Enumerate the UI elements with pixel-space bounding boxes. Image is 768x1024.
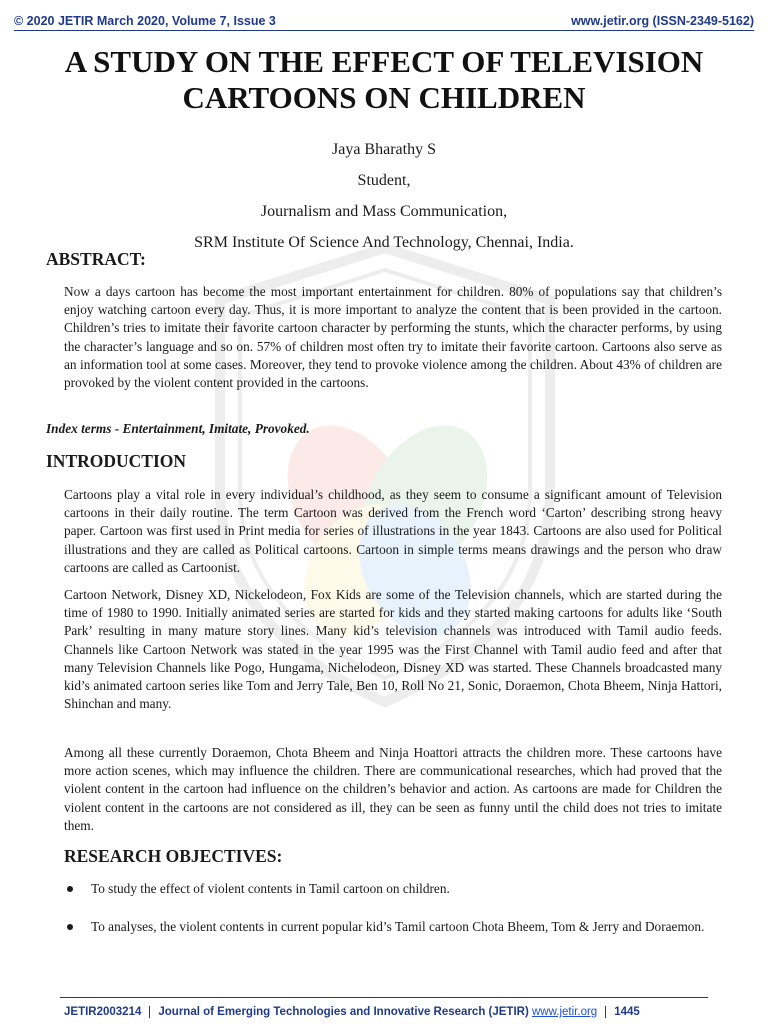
list-item [64, 918, 722, 936]
title-line-1: A STUDY ON THE EFFECT OF TELEVISION [64, 44, 704, 79]
objective-text: To study the effect of violent contents in Tamil cartoon on children. [91, 881, 450, 896]
footer-journal-name: Journal of Emerging Technologies and Innovative Research (JETIR) [158, 1006, 529, 1018]
running-footer [60, 997, 708, 1023]
bullet-icon [67, 886, 73, 892]
paper-title [40, 44, 728, 116]
title-line-2: CARTOONS ON CHILDREN [182, 80, 586, 115]
running-header [14, 8, 754, 31]
author-name: Jaya Bharathy S [332, 141, 436, 158]
research-objectives-heading: RESEARCH OBJECTIVES: [64, 846, 283, 866]
header-journal-issue: © 2020 JETIR March 2020, Volume 7, Issue 3 [14, 14, 276, 28]
objectives-list [64, 880, 722, 936]
abstract-text: Now a days cartoon has become the most important entertainment for children. 80% of populations say that children’s enjoy watching cartoon every day. Thus, it is more important to analyze the content that is been provided in the cartoon. Children’s tries to imitate their favorite cartoon character by performing the stunts, which the character performs, by using the character’s language and so on. 57% of children most often try to imitate their favorite cartoon. Cartoons also serve as an information tool at some cases. Moreover, they tend to provoke violence among the children. About 43% of children are provoked by the violent content provided in the cartoons. [64, 284, 722, 391]
header-website-issn: www.jetir.org (ISSN-2349-5162) [571, 14, 754, 28]
introduction-paragraph: Cartoon Network, Disney XD, Nickelodeon, Fox Kids are some of the Television channels, which are started during the time of 1980 to 1990. Initially animated series are started for kids and they started making cartoons for adults like ‘South Park’ resulting in many mature story lines. Many kid’s television channels was introduced with Tamil audio feeds. Channels like Cartoon Network was stated in the year 1995 was the First Channel with Tamil audio feed and after that many Television Channels like Pogo, Hungama, Nichelodeon, Disney XD was started. These Channels broadcasted many kid’s animated cartoon series like Tom and Jerry Tale, Ben 10, Roll No 21, Sonic, Doraemon, Chota Bheem, Ninja Hattori, Shinchan and many. [64, 587, 722, 712]
abstract-heading: ABSTRACT: [46, 249, 146, 269]
list-item [64, 880, 722, 898]
introduction-heading: INTRODUCTION [46, 451, 187, 471]
bullet-icon [67, 924, 73, 930]
index-terms: Index terms - Entertainment, Imitate, Provoked. [46, 421, 310, 436]
author-department: Journalism and Mass Communication, [260, 203, 508, 220]
author-institution: SRM Institute Of Science And Technology, Chennai, India. [194, 234, 574, 251]
author-block [40, 134, 728, 258]
footer-website-link[interactable]: www.jetir.org [532, 1006, 598, 1018]
footer-paper-id: JETIR2003214 [60, 1006, 150, 1018]
author-role: Student, [357, 172, 411, 189]
introduction-paragraph: Among all these currently Doraemon, Chota Bheem and Ninja Hoattori attracts the children more. These cartoons have more action scenes, which may influence the children. There are communicational researches, which had proved that the violent content in the cartoon had influence on the children’s behavior and action. As cartoons are made for Children the violent content in the cartoons are not considered as ill, they can be seen as funny until the child does not tries to imitate them. [64, 745, 722, 833]
objective-text: To analyses, the violent contents in current popular kid’s Tamil cartoon Chota Bheem, Tom & Jerry and Doraemon. [91, 919, 705, 935]
introduction-paragraph: Cartoons play a vital role in every individual’s childhood, as they seem to consume a significant amount of Television cartoons in their daily routine. The term Cartoon was derived from the French word ‘Carton’ describing strong heavy paper. Cartoon was first used in Print media for series of illustrations in the year 1843. Cartoons are also used for Political illustrations and they are called as Political cartoons. Cartoon in simple terms means drawings and the person who draw cartoons are called as Cartoonist. [64, 487, 722, 575]
footer-page-number: 1445 [614, 1006, 640, 1018]
footer-journal [150, 1006, 606, 1018]
